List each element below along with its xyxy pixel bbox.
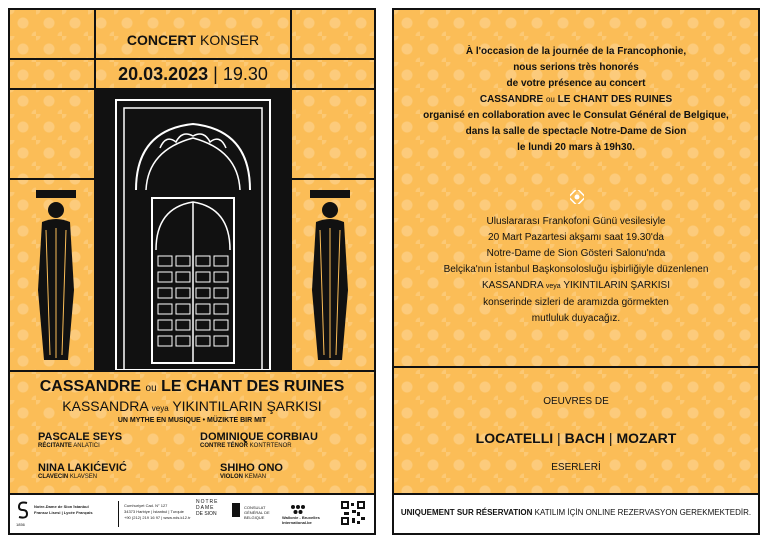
- address-line: Cumhuriyet Cad. N° 127: [124, 503, 168, 508]
- reservation-notice-tr: KATILIM İÇİN ONLINE REZERVASYON GEREKMEKTEDİR.: [534, 508, 752, 517]
- ornament-icon: [570, 190, 584, 204]
- footer-divider: [118, 501, 119, 527]
- invitation-line: konserinde sizleri de aramızda görmekten: [483, 297, 669, 308]
- performer-role-tr: ANLATICI: [73, 443, 100, 449]
- title-rest: LE CHANT DES RUINES: [161, 378, 345, 395]
- composer-name: BACH: [564, 430, 606, 446]
- concert-heading: [96, 32, 290, 48]
- mythe-line: UN MYTHE EN MUSIQUE • MÜZIKTE BIR MIT: [117, 417, 267, 424]
- consulat-logo-text: CONSULAT GÉNÉRAL DE BELGIQUE: [244, 505, 270, 520]
- performer-role-fr: VIOLON: [220, 474, 244, 480]
- eserleri-label: ESERLERİ: [551, 462, 601, 473]
- poster-title: [10, 378, 374, 396]
- reservation-notice: UNIQUEMENT SUR RÉSERVATION: [400, 508, 533, 517]
- concert-label: CONCERT: [126, 32, 197, 48]
- belgium-crest-icon: [232, 503, 240, 517]
- performer: [38, 462, 178, 480]
- invitation-line: Uluslararası Frankofoni Günü vesilesiyle: [486, 216, 666, 227]
- school-subtitle: Fransız Lisesi | Lycée Français: [34, 510, 93, 515]
- invitation-line: de votre présence au concert: [506, 78, 646, 89]
- right-caryatid-statue: [302, 190, 358, 365]
- invitation-line: À l'occasion de la journée de la Francophonie,: [465, 46, 687, 57]
- invitation-line: nous serions très honorés: [513, 62, 639, 73]
- invitation-turkish: [394, 214, 758, 327]
- composers: LOCATELLI | BACH | MOZART: [475, 430, 677, 446]
- performer-name: SHIHO ONO: [220, 462, 283, 474]
- invitation-line: mutluluk duyacağız.: [531, 313, 621, 324]
- performer: [38, 431, 178, 449]
- invitation-line: le lundi 20 mars à 19h30.: [517, 142, 635, 153]
- performer-role-tr: KLAVSEN: [69, 474, 98, 480]
- mythe-fr: UN MYTHE EN MUSIQUE: [117, 417, 201, 424]
- performer-role-fr: RÉCITANTE: [38, 443, 72, 449]
- concert-date: 20.03.2023: [118, 64, 209, 84]
- grid-line: [10, 370, 374, 372]
- school-name: Notre-Dame de Sion İstanbul: [34, 504, 89, 509]
- performer-role-fr: CLAVECIN: [38, 474, 69, 480]
- caryatid-icon: [302, 190, 358, 365]
- address-line: 34373 Harbiye | İstanbul | Turquie: [124, 509, 184, 514]
- caryatid-icon: [28, 190, 84, 365]
- invitation-line: dans la salle de spectacle Notre-Dame de Sion: [465, 126, 687, 137]
- section-divider: [394, 366, 758, 368]
- grid-line: [290, 10, 292, 370]
- performer-role-tr: KONTRTENOR: [249, 443, 292, 449]
- invitation-title-tr: KASSANDRA veya YIKINTILARIN ŞARKISI: [481, 280, 671, 291]
- title-cassandre: CASSANDRE: [39, 378, 142, 395]
- invitation-line: 20 Mart Pazartesi akşamı saat 19.30'da: [488, 232, 664, 243]
- performer-role-tr: KEMAN: [244, 474, 267, 480]
- performer-name: PASCALE SEYS: [38, 431, 123, 443]
- invitation-french: [394, 44, 758, 156]
- invitation-line: Notre-Dame de Sion Gösteri Salonu'nda: [486, 248, 666, 259]
- concert-poster: [8, 8, 376, 535]
- date-time: [96, 64, 290, 85]
- performer-name: NINA LAKIĆEVIĆ: [38, 462, 127, 474]
- concert-time: 19.30: [222, 64, 268, 84]
- grid-line: [10, 58, 374, 60]
- wallonie-logo-text: Wallonie - Bruxelles International.be: [282, 515, 320, 525]
- invitation-line: Belçika'nın İstanbul Başkonsolosluğu işbirliğiyle düzenlenen: [443, 264, 709, 275]
- performer: [220, 462, 360, 480]
- invitation-line: organisé en collaboration avec le Consulat Général de Belgique,: [423, 110, 729, 121]
- address-line: +90 (212) 219 16 97 | www.nds.k12.tr: [124, 515, 191, 520]
- sion-logo-icon: [16, 501, 30, 519]
- poster-footer: [10, 493, 374, 533]
- poster-subtitle: [10, 398, 374, 414]
- arched-door-icon: [96, 90, 290, 370]
- date-separator: |: [213, 64, 218, 84]
- performer-name: DOMINIQUE CORBIAU: [200, 431, 318, 443]
- composer-name: MOZART: [616, 430, 677, 446]
- konser-label: KONSER: [200, 32, 260, 48]
- composer-name: LOCATELLI: [475, 430, 554, 446]
- subtitle-veya: veya: [151, 404, 169, 413]
- title-ou: ou: [145, 383, 157, 394]
- qr-code-icon[interactable]: [340, 500, 366, 526]
- door-illustration: [96, 90, 290, 370]
- subtitle-rest: YIKINTILARIN ŞARKISI: [172, 398, 322, 414]
- left-caryatid-statue: [28, 190, 84, 365]
- notre-dame-de-sion-logo: NOTRE DAME DE SION: [196, 499, 219, 517]
- founding-year: 1856: [16, 522, 25, 527]
- performer: [200, 431, 370, 449]
- reservation-footer: [394, 493, 758, 533]
- mythe-tr: MÜZIKTE BIR MIT: [207, 417, 267, 424]
- invitation-card: [392, 8, 760, 535]
- invitation-title-fr: CASSANDRE ou LE CHANT DES RUINES: [479, 94, 673, 105]
- oeuvres-label: OEUVRES DE: [543, 396, 609, 407]
- performer-role-fr: CONTRE TÉNOR: [200, 443, 248, 449]
- subtitle-kassandra: KASSANDRA: [62, 398, 148, 414]
